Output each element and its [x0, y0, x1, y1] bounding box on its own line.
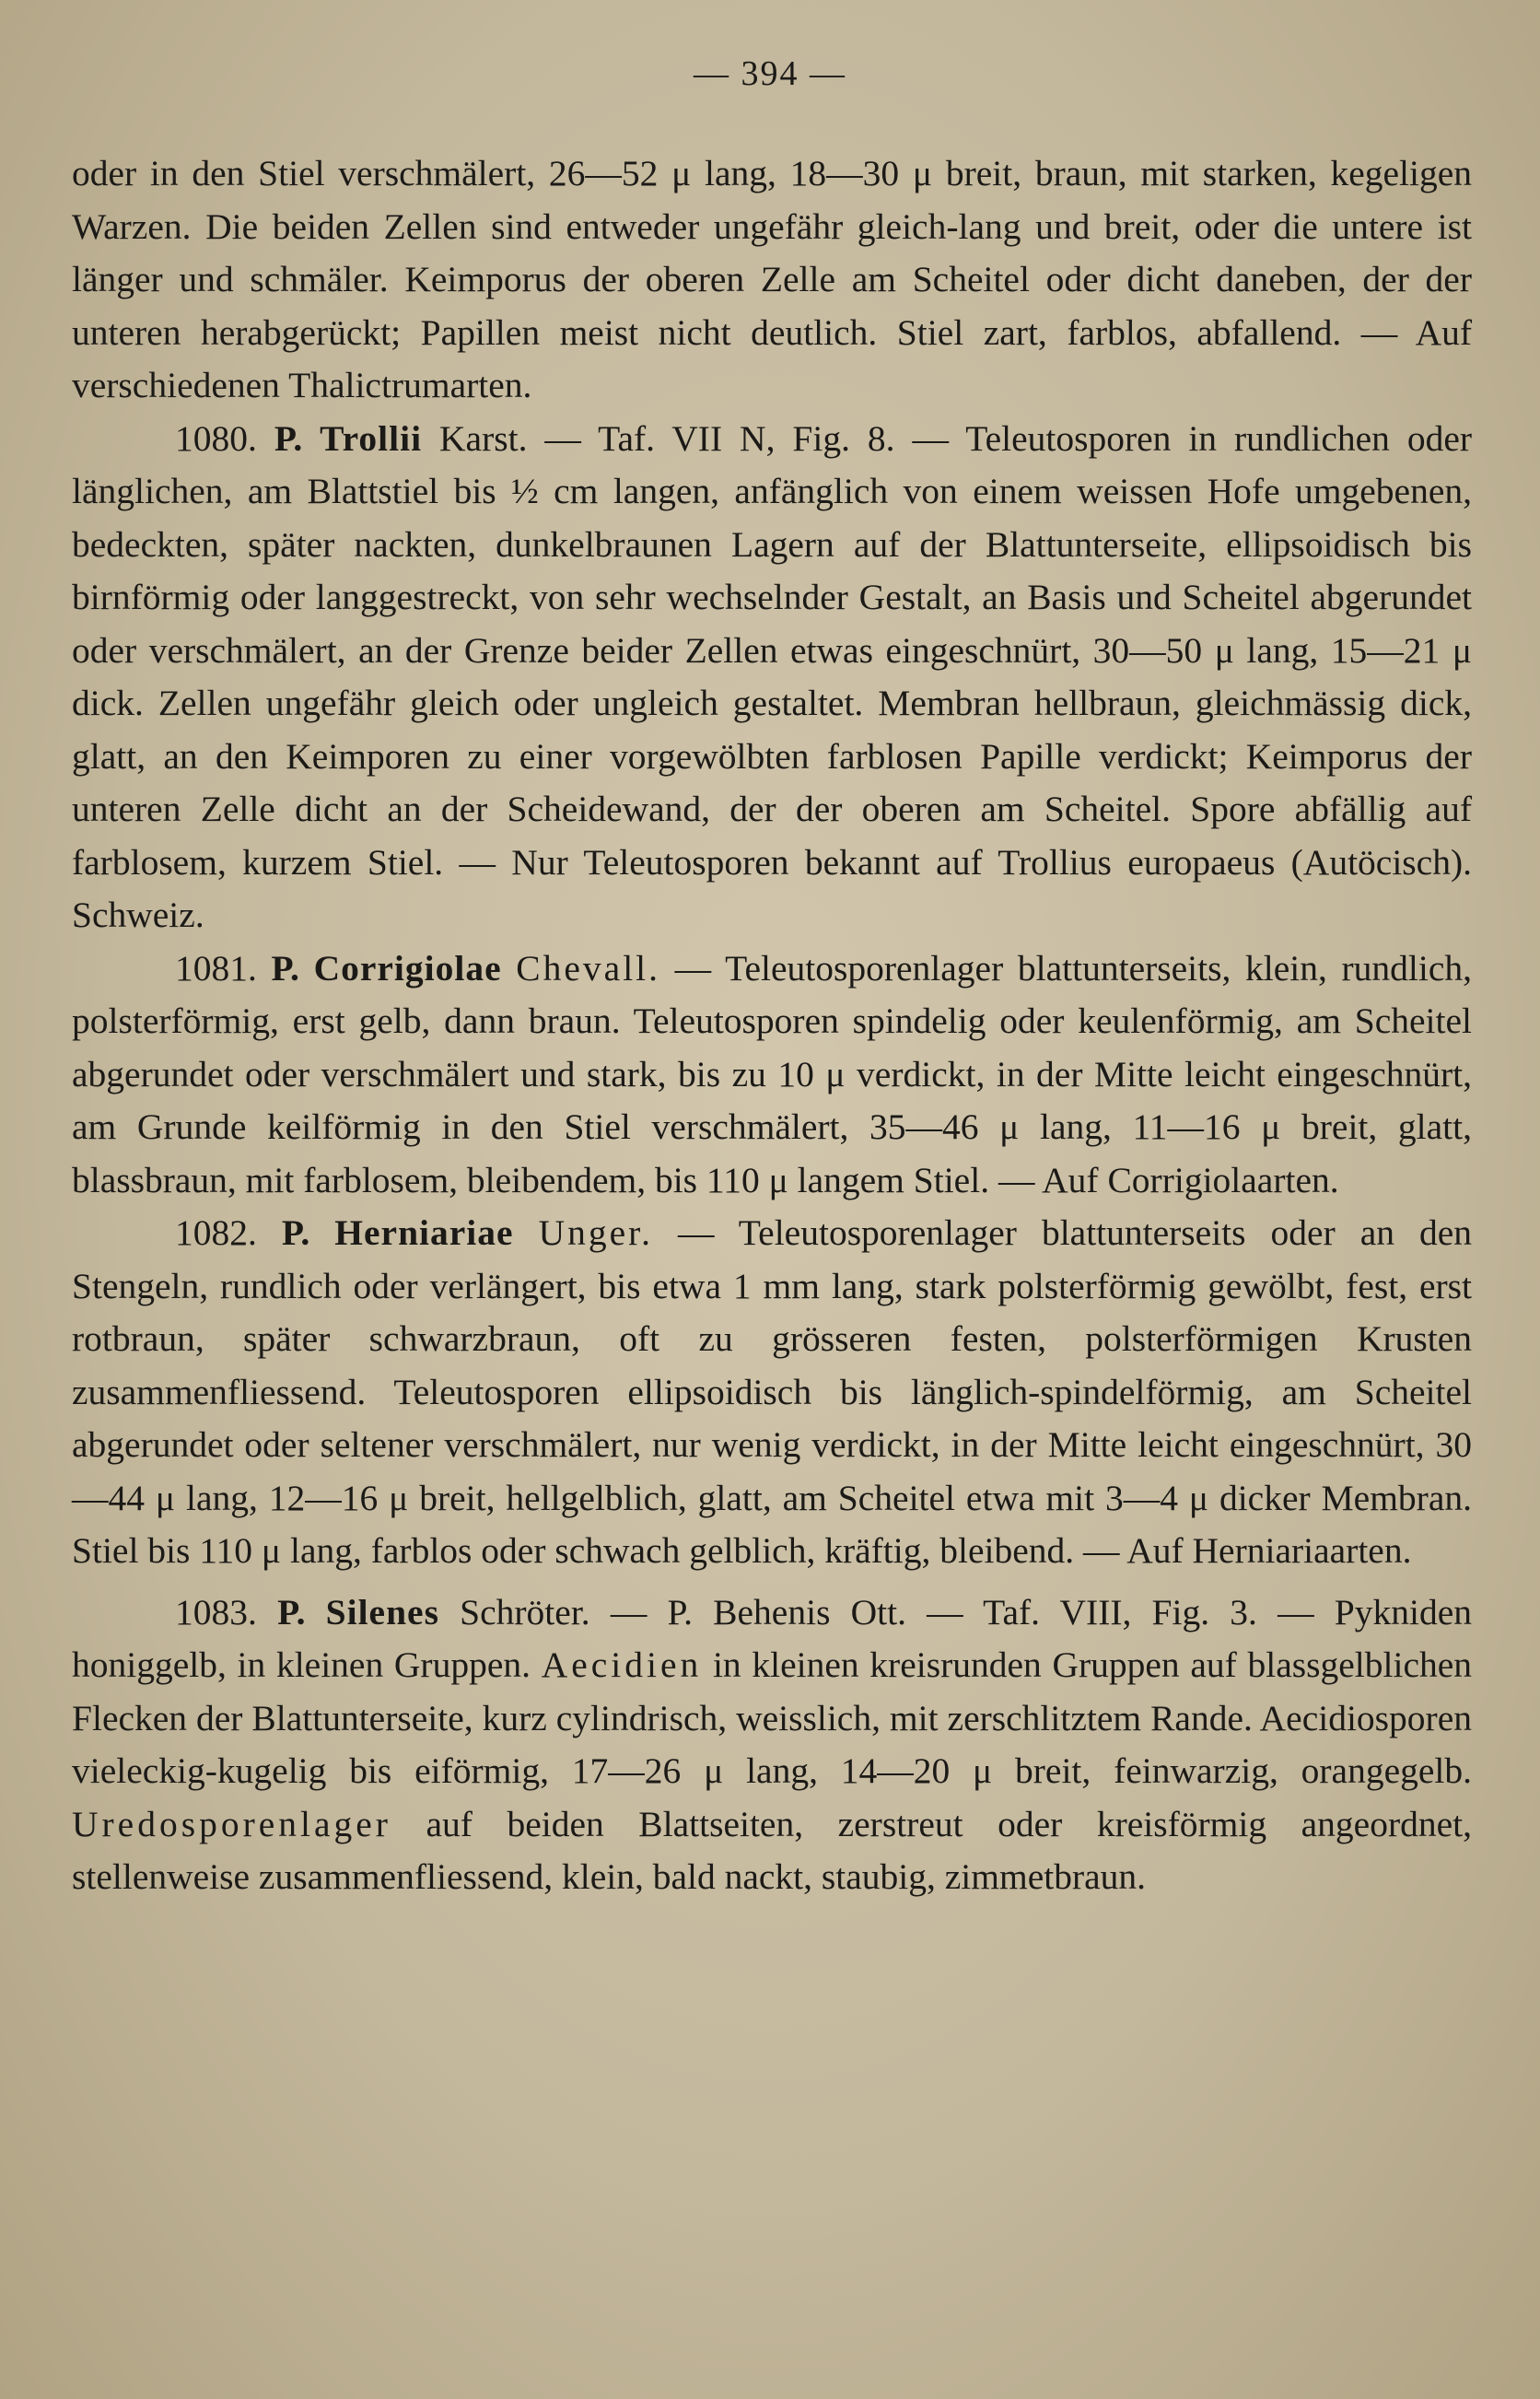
genus-abbrev: P. [277, 1591, 306, 1632]
entry-number: 1081. [175, 947, 257, 989]
entry-1080 [72, 413, 1472, 942]
species-authority: Schröter. [460, 1591, 590, 1632]
entry-1082 [72, 1207, 1472, 1578]
body-text [72, 147, 1472, 1904]
entry-description-part: in kleinen kreisrunden Gruppen auf blassgelblichen Flecken der Blattunterseite, kurz cylindrisch, weisslich, mit zerschlitztem Rande. Aecidiosporen vieleckig-kugelig bis eiförmig, 17—26 μ lang, 14—20 μ breit, feinwarzig, orangegelb. [72, 1644, 1473, 1791]
intro-paragraph: oder in den Stiel verschmälert, 26—52 μ lang, 18—30 μ breit, braun, mit starken, kegeligen Warzen. Die beiden Zellen sind entweder ungefähr gleich-lang und breit, oder die untere ist länger und schmäler. Keimporus der oberen Zelle am Scheitel oder dicht daneben, der der unteren herabgerückt; Papillen meist nicht deutlich. Stiel zart, farblos, abfallend. — Auf verschiedenen Thalictrumarten. [72, 153, 1472, 405]
species-authority: Karst. [439, 417, 528, 459]
entry-number: 1083. [175, 1591, 257, 1632]
species-name: Silenes [325, 1591, 439, 1632]
species-name: Herniariae [334, 1212, 514, 1253]
entry-number: 1082. [175, 1212, 257, 1253]
spaced-term-aecidien: Aecidien [541, 1644, 703, 1685]
genus-abbrev: P. [271, 947, 299, 989]
species-authority: Chevall. [516, 947, 661, 989]
entry-1083 [72, 1586, 1472, 1904]
page-number: — 394 — [694, 54, 846, 93]
entry-description-part: auf beiden Blattseiten, zerstreut oder kreisförmig angeordnet, stellenweise zusammenfliessend, klein, bald nackt, staubig, zimmetbraun. [72, 1803, 1472, 1897]
entry-description: — Teleutosporenlager blattunterseits, klein, rundlich, polsterförmig, erst gelb, dann braun. Teleutosporen spindelig oder keulenförmig, am Scheitel abgerundet oder verschmälert und stark, bis zu 10 μ verdickt, in der Mitte leicht eingeschnürt, am Grunde keilförmig in den Stiel verschmälert, 35—46 μ lang, 11—16 μ breit, glatt, blassbraun, mit farblosem, bleibendem, bis 110 μ langem Stiel. — Auf Corrigiolaarten. [72, 947, 1473, 1200]
spaced-term-uredosporenlager: Uredosporenlager [72, 1803, 391, 1844]
species-name: Trollii [320, 417, 423, 459]
entry-description: — Taf. VII N, Fig. 8. — Teleutosporen in rundlichen oder länglichen, am Blattstiel bis ½ cm langen, anfänglich von einem weissen Hofe umgebenen, bedeckten, später nackten, dunkelbraunen Lagern auf der Blattunterseite, ellipsoidisch bis birnförmig oder langgestreckt, von sehr wechselnder Gestalt, an Basis und Scheitel abgerundet oder verschmälert, an der Grenze beider Zellen etwas eingeschnürt, 30—50 μ lang, 15—21 μ dick. Zellen ungefähr gleich oder ungleich gestaltet. Membran hellbraun, gleichmässig dick, glatt, an den Keimporen zu einer vorgewölbten farblosen Papille verdickt; Keimporus der unteren Zelle dicht an der Scheidewand, der der oberen am Scheitel. Spore abfällig auf farblosem, kurzem Stiel. — Nur Teleutosporen bekannt auf Trollius europaeus (Autöcisch). Schweiz. [72, 417, 1473, 935]
genus-abbrev: P. [274, 417, 303, 459]
entry-1081 [72, 942, 1472, 1208]
entry-description: — Teleutosporenlager blattunterseits oder an den Stengeln, rundlich oder verlängert, bis etwa 1 mm lang, stark polsterförmig gewölbt, fest, erst rotbraun, später schwarzbraun, oft zu grösseren festen, polsterförmigen Krusten zusammenfliessend. Teleutosporen ellipsoidisch bis länglich-spindelförmig, am Scheitel abgerundet oder seltener verschmälert, nur wenig verdickt, in der Mitte leicht eingeschnürt, 30—44 μ lang, 12—16 μ breit, hellgelblich, glatt, am Scheitel etwa mit 3—4 μ dicker Membran. Stiel bis 110 μ lang, farblos oder schwach gelblich, kräftig, bleibend. — Auf Herniariaarten. [72, 1212, 1473, 1571]
entry-number: 1080. [175, 417, 257, 459]
genus-abbrev: P. [281, 1212, 310, 1253]
species-authority: Unger. [538, 1212, 654, 1253]
species-name: Corrigiolae [313, 947, 502, 989]
entry-description-part: — P. Behenis Ott. — Taf. VIII, Fig. 3. — Pykniden honiggelb, in kleinen Gruppen. [72, 1591, 1473, 1685]
